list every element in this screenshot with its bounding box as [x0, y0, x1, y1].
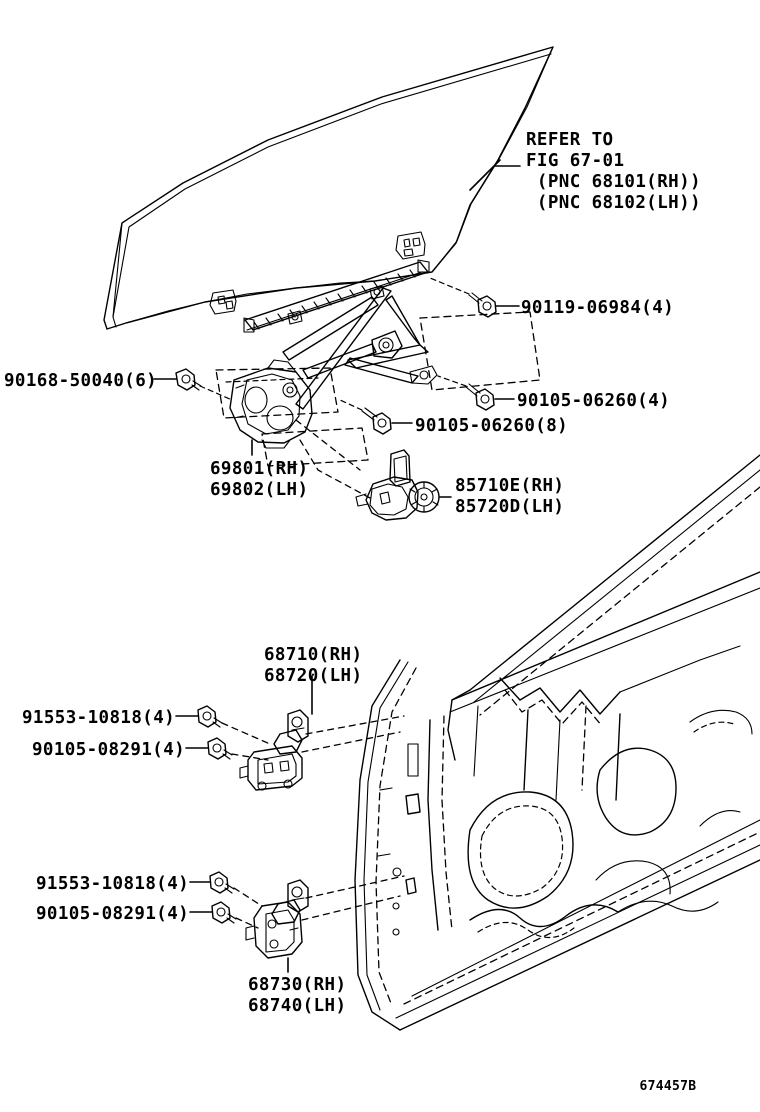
callout-line: 90105-08291(4) — [36, 904, 190, 924]
callout-line: 85720D(LH) — [455, 497, 565, 517]
callout-line: FIG 67-01 — [526, 151, 625, 171]
door-hinge-upper[interactable] — [240, 710, 308, 790]
label-door-glass-reference — [526, 130, 701, 213]
screw-glyph-90105-06260-4 — [466, 384, 494, 410]
label-bolt-90105-08291-lower — [36, 904, 189, 924]
callout-line: 90119-06984(4) — [521, 298, 675, 318]
callout-line: (PNC 68102(LH)) — [526, 193, 701, 213]
label-bolt-90119 — [521, 298, 674, 318]
callout-line: REFER TO — [526, 130, 614, 150]
callout-line: 68710(RH) — [264, 645, 363, 665]
label-power-window-motor — [455, 476, 564, 517]
nut-glyph-90168-50040 — [176, 369, 201, 390]
figure-code: 674457B — [639, 1079, 697, 1094]
callout-line: 68730(RH) — [248, 975, 347, 995]
label-bolt-91553-upper — [22, 708, 175, 728]
door-hinge-lower[interactable] — [246, 880, 308, 958]
label-door-hinge-upper — [264, 645, 362, 686]
screw-glyph-91553-lower — [210, 872, 234, 893]
label-window-regulator — [210, 459, 308, 500]
callout-line: 85710E(RH) — [455, 476, 565, 496]
screw-glyph-91553-upper — [198, 706, 222, 727]
door-panel-shell[interactable] — [355, 455, 760, 1030]
callout-line: 91553-10818(4) — [22, 708, 176, 728]
callout-line: 68740(LH) — [248, 996, 347, 1016]
screw-glyph-90105-08291-lower — [212, 902, 236, 923]
callout-line: 90168-50040(6) — [4, 371, 158, 391]
callout-line: 91553-10818(4) — [36, 874, 190, 894]
callout-line: 68720(LH) — [264, 666, 363, 686]
label-bolt-90105-08291-upper — [32, 740, 185, 760]
leader-glass-refer — [470, 160, 500, 190]
power-window-motor[interactable] — [356, 450, 439, 520]
callout-line: 69802(LH) — [210, 480, 309, 500]
screw-glyph-90105-06260-8 — [362, 408, 391, 434]
label-bolt-91553-lower — [36, 874, 189, 894]
screw-glyph-90119 — [469, 293, 496, 317]
callout-line: 90105-06260(4) — [517, 391, 671, 411]
regulator-base-plate[interactable] — [230, 360, 312, 448]
callout-line: 90105-08291(4) — [32, 740, 186, 760]
label-nut-90168-50040 — [4, 371, 157, 391]
glass-holder-clip-right[interactable] — [396, 232, 425, 259]
label-bolt-90105-06260-qty4 — [517, 391, 670, 411]
callout-line: 69801(RH) — [210, 459, 309, 479]
callout-line: (PNC 68101(RH)) — [526, 172, 701, 192]
callout-line: 90105-06260(8) — [415, 416, 569, 436]
window-regulator[interactable] — [244, 260, 437, 409]
label-door-hinge-lower — [248, 975, 346, 1016]
screw-glyph-90105-08291-upper — [208, 738, 232, 759]
door-glass[interactable] — [104, 47, 553, 329]
glass-holder-clip-left[interactable] — [210, 290, 236, 314]
label-bolt-90105-06260-qty8 — [415, 416, 568, 436]
